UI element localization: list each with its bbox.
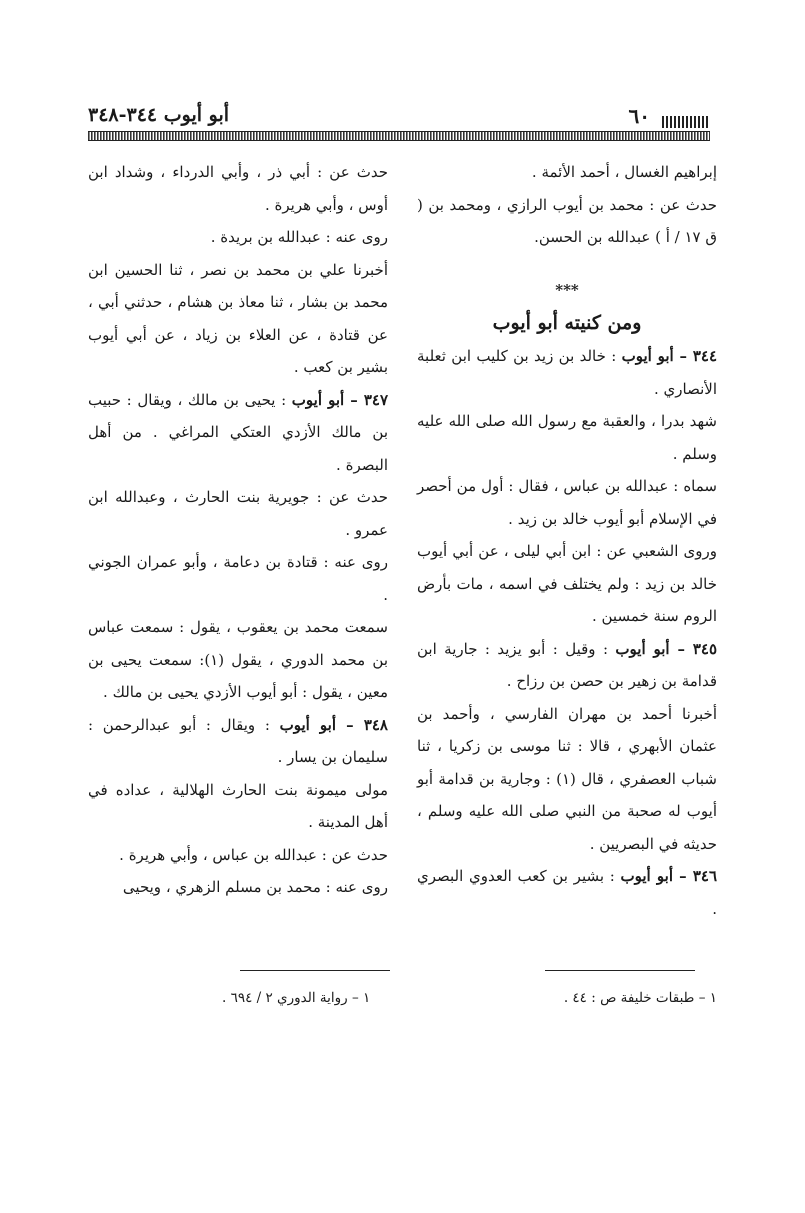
paragraph: حدث عن : جويرية بنت الحارث ، وعبدالله ابن عمرو .	[88, 488, 388, 539]
paragraph: وروى الشعبي عن : ابن أبي ليلى ، عن أبي أيوب خالد بن زيد : ولم يختلف في اسمه ، مات بأرض الروم سنة خمسين .	[417, 542, 717, 625]
entry-345	[417, 633, 717, 698]
footnote-right: ١ – طبقات خليفة ص : ٤٤ .	[563, 990, 717, 1006]
paragraph: شهد بدرا ، والعقبة مع رسول الله صلى الله عليه وسلم .	[417, 412, 717, 463]
paragraph: حدث عن : محمد بن أيوب الرازي ، ومحمد بن ( ق ١٧ / أ ) عبدالله بن الحسن.	[417, 195, 717, 246]
entry-heading: ٣٤٦ – أبو أيوب	[620, 867, 717, 885]
left-column	[88, 156, 388, 904]
paragraph: أخبرنا أحمد بن مهران الفارسي ، وأحمد بن عثمان الأبهري ، قالا : ثنا موسى بن زكريا ، ثنا شباب العصفري ، قال (١) : وجارية بن قدامة أبو أيوب له صحبة من النبي صلى الله عليه وسلم ، حديثه في البصريين .	[417, 704, 717, 853]
paragraph: حدث عن : عبدالله بن عباس ، وأبي هريرة .	[119, 845, 388, 864]
entry-346	[417, 860, 717, 925]
section-title: ومن كنيته أبو أيوب	[492, 312, 642, 334]
entry-heading: ٣٤٨ – أبو أيوب	[279, 715, 388, 734]
paragraph: أخبرنا علي بن محمد بن نصر ، ثنا الحسين ابن محمد بن بشار ، ثنا معاذ بن هشام ، حدثني أبي ، عن قتادة ، عن العلاء بن زياد ، عن أبي أيوب بشير بن كعب .	[88, 260, 388, 376]
page-header	[88, 104, 710, 130]
entry-text: : خالد بن زيد بن كليب ابن ثعلبة الأنصاري .	[417, 347, 717, 398]
paragraph: إبراهيم الغسال ، أحمد الأئمة .	[531, 163, 717, 181]
right-column	[417, 156, 717, 925]
paragraph: روى عنه : عبدالله بن بريدة .	[210, 228, 388, 246]
entry-348	[88, 709, 388, 774]
entry-heading: ٣٤٤ – أبو أيوب	[621, 347, 717, 365]
paragraph: مولى ميمونة بنت الحارث الهلالية ، عداده في أهل المدينة .	[88, 780, 388, 831]
entry-heading: ٣٤٥ – أبو أيوب	[615, 639, 717, 658]
ornament-icon	[662, 116, 710, 128]
footnote-left: ١ – رواية الدوري ٢ / ٦٩٤ .	[222, 990, 371, 1006]
entry-text: : يحيى بن مالك ، ويقال : حبيب بن مالك الأزدي العتكي المراغي . من أهل البصرة .	[88, 390, 388, 474]
entry-347	[88, 384, 388, 482]
paragraph: حدث عن : أبي ذر ، وأبي الدرداء ، وشداد ابن أوس ، وأبي هريرة .	[88, 163, 388, 214]
footnote-rule	[545, 970, 695, 971]
footnote-rule	[240, 970, 390, 971]
entry-344	[417, 340, 717, 405]
entry-text: : وقيل : أبو يزيد : جارية ابن قدامة بن زهير بن حصن بن رزاح .	[417, 639, 717, 690]
page-number: ٦٠	[628, 104, 650, 128]
entry-text: : ويقال : أبو عبدالرحمن : سليمان بن يسار .	[88, 715, 388, 766]
entry-heading: ٣٤٧ – أبو أيوب	[291, 390, 388, 409]
separator-stars: ***	[555, 280, 579, 299]
paragraph: روى عنه : قتادة بن دعامة ، وأبو عمران الجوني .	[88, 553, 388, 604]
entry-text: : بشير بن كعب العدوي البصري .	[417, 867, 717, 918]
running-title: أبو أيوب ٣٤٤-٣٤٨	[88, 104, 230, 126]
paragraph: روى عنه : محمد بن مسلم الزهري ، ويحيى	[122, 878, 388, 896]
paragraph: سماه : عبدالله بن عباس ، فقال : أول من أحصر في الإسلام أبو أيوب خالد بن زيد .	[417, 477, 717, 528]
paragraph: سمعت محمد بن يعقوب ، يقول : سمعت عباس بن محمد الدوري ، يقول (١): سمعت يحيى بن معين ، يقول : أبو أيوب الأزدي يحيى بن مالك .	[88, 618, 388, 701]
header-rule	[88, 131, 710, 141]
